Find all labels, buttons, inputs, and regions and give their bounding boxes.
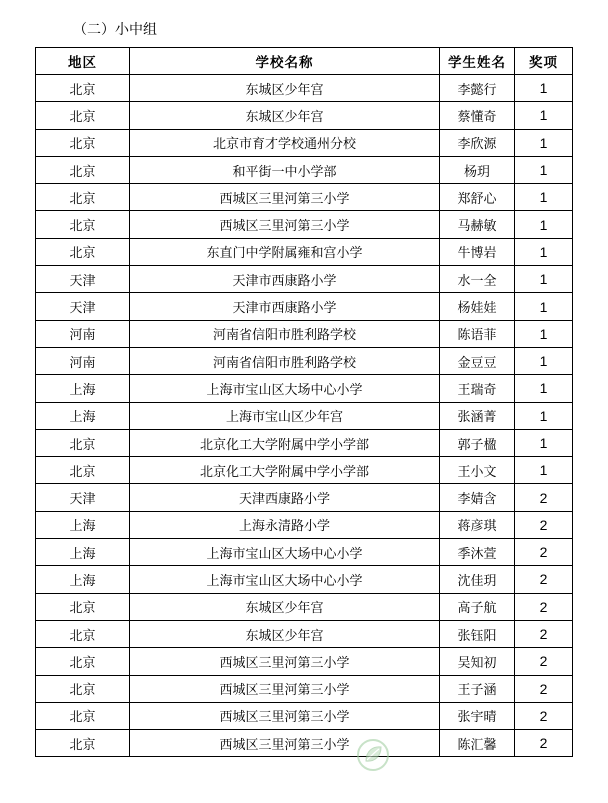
cell-student: 郑舒心 — [440, 184, 515, 211]
cell-award: 2 — [515, 675, 573, 702]
cell-school: 北京化工大学附属中学小学部 — [130, 457, 440, 484]
table-row — [36, 402, 573, 429]
cell-school: 天津市西康路小学 — [130, 266, 440, 293]
cell-student: 杨玥 — [440, 156, 515, 183]
cell-award: 1 — [515, 129, 573, 156]
cell-region: 北京 — [36, 730, 130, 757]
cell-award: 2 — [515, 593, 573, 620]
cell-award: 1 — [515, 320, 573, 347]
cell-region: 北京 — [36, 211, 130, 238]
cell-region: 上海 — [36, 402, 130, 429]
table-row — [36, 511, 573, 538]
cell-region: 北京 — [36, 457, 130, 484]
table-row — [36, 102, 573, 129]
cell-student: 水一全 — [440, 266, 515, 293]
cell-region: 北京 — [36, 429, 130, 456]
table-row — [36, 675, 573, 702]
header-school: 学校名称 — [130, 48, 440, 75]
cell-region: 北京 — [36, 702, 130, 729]
cell-school: 西城区三里河第三小学 — [130, 184, 440, 211]
table-row — [36, 266, 573, 293]
cell-school: 北京市育才学校通州分校 — [130, 129, 440, 156]
cell-region: 北京 — [36, 238, 130, 265]
section-title: （二）小中组 — [73, 22, 157, 38]
cell-student: 蔡懂奇 — [440, 102, 515, 129]
cell-region: 天津 — [36, 266, 130, 293]
table-body — [36, 75, 573, 757]
cell-school: 上海市宝山区大场中心小学 — [130, 566, 440, 593]
table-header — [36, 48, 573, 75]
awards-table — [35, 47, 573, 757]
cell-student: 王瑞奇 — [440, 375, 515, 402]
cell-award: 2 — [515, 702, 573, 729]
cell-school: 河南省信阳市胜利路学校 — [130, 320, 440, 347]
cell-award: 1 — [515, 457, 573, 484]
table-row — [36, 702, 573, 729]
cell-award: 1 — [515, 156, 573, 183]
cell-award: 1 — [515, 293, 573, 320]
cell-region: 北京 — [36, 156, 130, 183]
cell-region: 天津 — [36, 484, 130, 511]
header-student: 学生姓名 — [440, 48, 515, 75]
cell-student: 沈佳玥 — [440, 566, 515, 593]
cell-school: 河南省信阳市胜利路学校 — [130, 347, 440, 374]
cell-award: 2 — [515, 539, 573, 566]
cell-award: 2 — [515, 620, 573, 647]
cell-student: 陈汇馨 — [440, 730, 515, 757]
table-row — [36, 730, 573, 757]
table-row — [36, 648, 573, 675]
cell-award: 1 — [515, 429, 573, 456]
cell-student: 李婧含 — [440, 484, 515, 511]
table-row — [36, 484, 573, 511]
cell-school: 和平街一中小学部 — [130, 156, 440, 183]
cell-school: 西城区三里河第三小学 — [130, 730, 440, 757]
cell-student: 蒋彦琪 — [440, 511, 515, 538]
cell-student: 牛博岩 — [440, 238, 515, 265]
cell-student: 张宇晴 — [440, 702, 515, 729]
cell-region: 河南 — [36, 320, 130, 347]
table-row — [36, 375, 573, 402]
cell-school: 上海市宝山区大场中心小学 — [130, 375, 440, 402]
cell-region: 北京 — [36, 593, 130, 620]
table-row — [36, 429, 573, 456]
cell-school: 东城区少年宫 — [130, 102, 440, 129]
table-row — [36, 184, 573, 211]
cell-region: 上海 — [36, 375, 130, 402]
cell-school: 上海市宝山区少年宫 — [130, 402, 440, 429]
cell-student: 王小文 — [440, 457, 515, 484]
cell-region: 天津 — [36, 293, 130, 320]
cell-award: 1 — [515, 238, 573, 265]
cell-school: 上海市宝山区大场中心小学 — [130, 539, 440, 566]
cell-school: 西城区三里河第三小学 — [130, 211, 440, 238]
cell-award: 1 — [515, 266, 573, 293]
table-row — [36, 457, 573, 484]
cell-school: 天津市西康路小学 — [130, 293, 440, 320]
table-row — [36, 347, 573, 374]
cell-region: 北京 — [36, 675, 130, 702]
cell-student: 李欣源 — [440, 129, 515, 156]
cell-region: 北京 — [36, 648, 130, 675]
cell-region: 上海 — [36, 566, 130, 593]
cell-award: 2 — [515, 566, 573, 593]
table-row — [36, 293, 573, 320]
cell-award: 1 — [515, 375, 573, 402]
cell-award: 1 — [515, 347, 573, 374]
cell-region: 上海 — [36, 511, 130, 538]
cell-award: 2 — [515, 484, 573, 511]
cell-student: 张涵菁 — [440, 402, 515, 429]
table-row — [36, 211, 573, 238]
table-row — [36, 566, 573, 593]
cell-student: 金豆豆 — [440, 347, 515, 374]
cell-region: 北京 — [36, 129, 130, 156]
cell-school: 北京化工大学附属中学小学部 — [130, 429, 440, 456]
cell-student: 张钰阳 — [440, 620, 515, 647]
cell-student: 王子涵 — [440, 675, 515, 702]
cell-region: 北京 — [36, 184, 130, 211]
cell-school: 西城区三里河第三小学 — [130, 675, 440, 702]
cell-award: 1 — [515, 75, 573, 102]
cell-award: 2 — [515, 648, 573, 675]
cell-school: 西城区三里河第三小学 — [130, 702, 440, 729]
header-row — [36, 48, 573, 75]
table-row — [36, 238, 573, 265]
cell-school: 东城区少年宫 — [130, 75, 440, 102]
cell-student: 吴知初 — [440, 648, 515, 675]
table-row — [36, 620, 573, 647]
cell-school: 天津西康路小学 — [130, 484, 440, 511]
header-award: 奖项 — [515, 48, 573, 75]
header-region: 地区 — [36, 48, 130, 75]
cell-school: 西城区三里河第三小学 — [130, 648, 440, 675]
cell-region: 北京 — [36, 102, 130, 129]
cell-award: 1 — [515, 402, 573, 429]
cell-award: 2 — [515, 730, 573, 757]
cell-award: 2 — [515, 511, 573, 538]
cell-school: 东城区少年宫 — [130, 593, 440, 620]
cell-student: 郭子楹 — [440, 429, 515, 456]
cell-award: 1 — [515, 184, 573, 211]
table-row — [36, 156, 573, 183]
cell-student: 李懿行 — [440, 75, 515, 102]
cell-region: 北京 — [36, 75, 130, 102]
cell-student: 季沐萱 — [440, 539, 515, 566]
cell-student: 陈语菲 — [440, 320, 515, 347]
table-row — [36, 539, 573, 566]
cell-school: 东城区少年宫 — [130, 620, 440, 647]
cell-school: 东直门中学附属雍和宫小学 — [130, 238, 440, 265]
table-row — [36, 129, 573, 156]
cell-region: 河南 — [36, 347, 130, 374]
table-row — [36, 593, 573, 620]
cell-region: 上海 — [36, 539, 130, 566]
cell-student: 马赫敏 — [440, 211, 515, 238]
table-row — [36, 75, 573, 102]
cell-student: 高子航 — [440, 593, 515, 620]
cell-school: 上海永清路小学 — [130, 511, 440, 538]
table-row — [36, 320, 573, 347]
cell-award: 1 — [515, 211, 573, 238]
cell-award: 1 — [515, 102, 573, 129]
leaf-logo-icon — [356, 738, 390, 772]
cell-region: 北京 — [36, 620, 130, 647]
cell-student: 杨娃娃 — [440, 293, 515, 320]
